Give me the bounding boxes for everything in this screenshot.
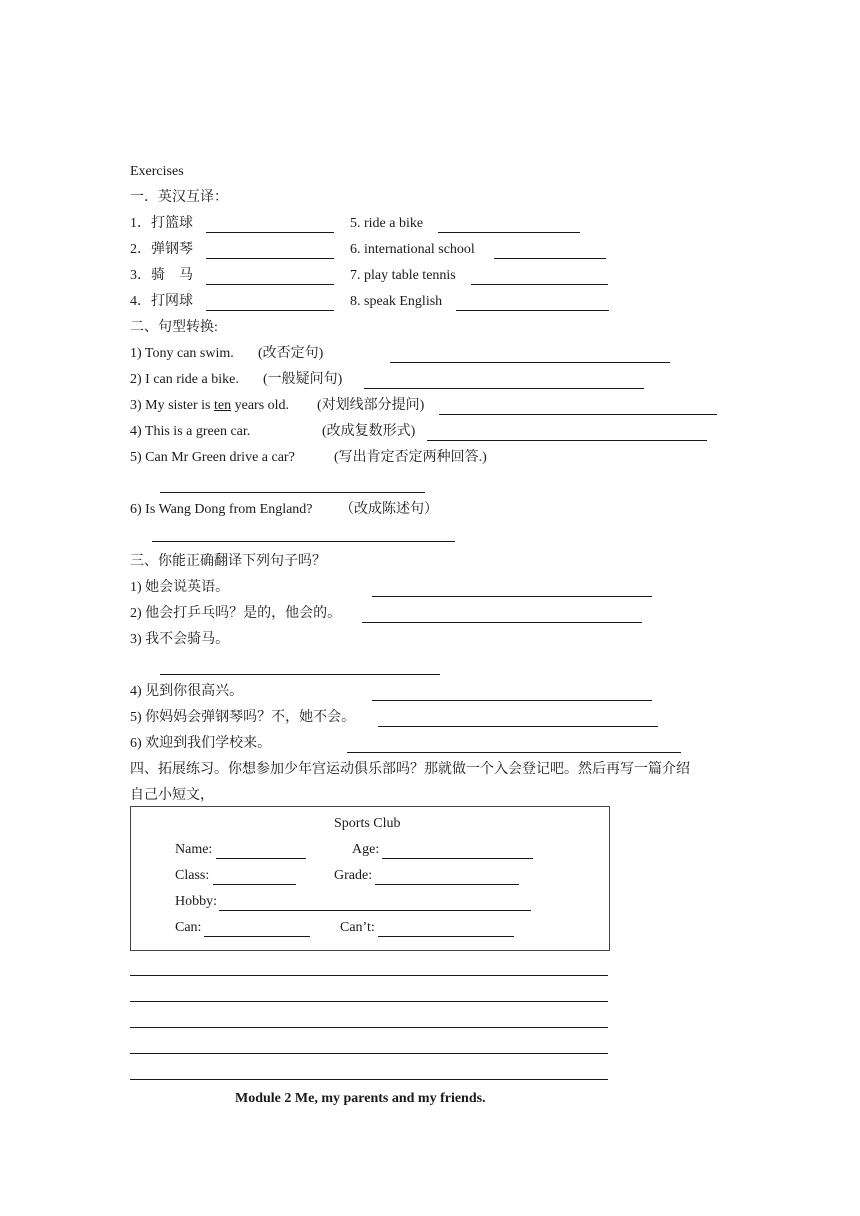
cant-field[interactable] <box>378 936 514 937</box>
transform-item: 1) Tony can swim. <box>130 346 234 361</box>
transform-hint: (改否定句) <box>258 346 324 361</box>
can-label: Can: <box>175 920 202 935</box>
can-field[interactable] <box>204 936 310 937</box>
translate-item: 5) 你妈妈会弹钢琴吗？不，她不会。 <box>130 710 356 725</box>
answer-blank[interactable] <box>347 752 681 753</box>
answer-blank[interactable] <box>362 622 642 623</box>
transform-item: 5) Can Mr Green drive a car? <box>130 450 295 465</box>
writing-line[interactable] <box>130 975 608 976</box>
section4-heading: 四、拓展练习。你想参加少年宫运动俱乐部吗？那就做一个入会登记吧。然后再写一篇介绍 <box>130 762 690 777</box>
writing-line[interactable] <box>130 1027 608 1028</box>
translate-item: 2) 他会打乒乓吗？是的，他会的。 <box>130 606 342 621</box>
vocab-item: 5. ride a bike <box>350 216 424 231</box>
name-field[interactable] <box>216 858 306 859</box>
name-label: Name: <box>175 842 213 857</box>
section2-heading: 二、句型转换: <box>130 320 218 335</box>
grade-label: Grade: <box>334 868 373 883</box>
answer-blank[interactable] <box>456 310 609 311</box>
transform-hint: (写出肯定否定两种回答.) <box>334 450 487 465</box>
hobby-field[interactable] <box>219 910 531 911</box>
section1-heading: 一．英汉互译： <box>130 190 228 205</box>
section3-heading: 三、你能正确翻译下列句子吗？ <box>130 554 326 569</box>
translate-item: 6) 欢迎到我们学校来。 <box>130 736 272 751</box>
writing-line[interactable] <box>130 1053 608 1054</box>
transform-hint: (一般疑问句) <box>263 372 343 387</box>
answer-blank[interactable] <box>439 414 717 415</box>
vocab-item: 3．骑 马 <box>130 268 193 283</box>
answer-blank[interactable] <box>438 232 580 233</box>
section4-heading-cont: 自己小短文， <box>130 788 214 803</box>
answer-blank[interactable] <box>160 674 440 675</box>
writing-line[interactable] <box>130 1079 608 1080</box>
answer-blank[interactable] <box>160 492 425 493</box>
answer-blank[interactable] <box>378 726 658 727</box>
transform-hint: (对划线部分提问) <box>317 398 425 413</box>
answer-blank[interactable] <box>427 440 707 441</box>
answer-blank[interactable] <box>152 541 455 542</box>
answer-blank[interactable] <box>390 362 670 363</box>
vocab-item: 4．打网球 <box>130 294 193 309</box>
translate-item: 1) 她会说英语。 <box>130 580 230 595</box>
cant-label: Can’t: <box>340 920 375 935</box>
answer-blank[interactable] <box>372 700 652 701</box>
answer-blank[interactable] <box>364 388 644 389</box>
transform-item: 4) This is a green car. <box>130 424 251 439</box>
writing-line[interactable] <box>130 1001 608 1002</box>
vocab-item: 6. international school <box>350 242 475 257</box>
exercises-title: Exercises <box>130 164 184 179</box>
answer-blank[interactable] <box>494 258 606 259</box>
translate-item: 3) 我不会骑马。 <box>130 632 230 647</box>
transform-item: 3) My sister is ten years old. <box>130 398 290 413</box>
hobby-label: Hobby: <box>175 894 217 909</box>
vocab-item: 1．打篮球 <box>130 216 193 231</box>
answer-blank[interactable] <box>471 284 608 285</box>
age-label: Age: <box>352 842 380 857</box>
answer-blank[interactable] <box>206 310 334 311</box>
vocab-item: 2．弹钢琴 <box>130 242 193 257</box>
answer-blank[interactable] <box>206 232 334 233</box>
module-footer: Module 2 Me, my parents and my friends. <box>235 1091 486 1106</box>
transform-item: 2) I can ride a bike. <box>130 372 239 387</box>
class-field[interactable] <box>213 884 296 885</box>
answer-blank[interactable] <box>372 596 652 597</box>
vocab-item: 8. speak English <box>350 294 443 309</box>
answer-blank[interactable] <box>206 258 334 259</box>
vocab-item: 7. play table tennis <box>350 268 456 283</box>
form-title: Sports Club <box>334 816 401 831</box>
transform-hint: （改成陈述句） <box>340 502 438 517</box>
underlined-word: ten <box>214 398 232 413</box>
answer-blank[interactable] <box>206 284 334 285</box>
grade-field[interactable] <box>375 884 519 885</box>
class-label: Class: <box>175 868 210 883</box>
transform-hint: (改成复数形式) <box>322 424 416 439</box>
translate-item: 4) 见到你很高兴。 <box>130 684 244 699</box>
age-field[interactable] <box>382 858 533 859</box>
transform-item: 6) Is Wang Dong from England? <box>130 502 313 517</box>
